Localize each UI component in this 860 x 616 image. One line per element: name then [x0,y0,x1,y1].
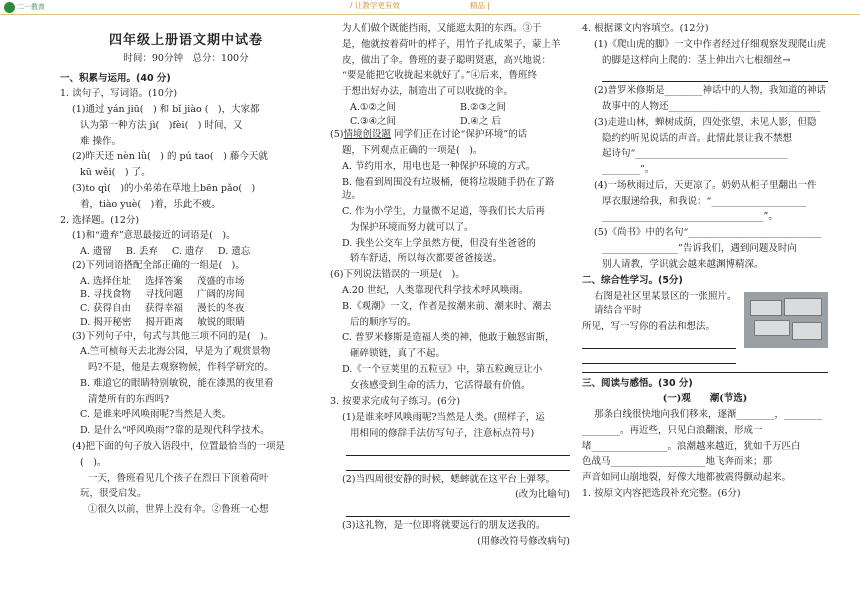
option: A. 遗留 [80,246,112,258]
site-logo: 二一教育 [4,1,62,14]
q4-3-c: 起诗句“________________________________ [602,148,788,160]
reading-line: ________。再近些，只见白浪翻滚，形成一 [582,424,763,436]
section-one-heading: 一、积累与运用。(40 分) [60,72,171,84]
q3-2: (2)当四周很安静的时候，蟋蟀就在这平台上弹琴。 [342,473,555,485]
q1-3-line-a: (3)to qì( )的小弟弟在草地上bēn pǎo( ) [72,182,256,194]
option: 漫长的冬夜 [197,303,245,315]
passage-line: 于想出好办法，制造出了可以收拢的伞。 [342,86,514,98]
header-quality: 精品 | [470,1,490,10]
q4-4-b: 厚衣服递给我，和我说：“____________________ [602,195,807,207]
option: C. 获得自由 [80,303,131,315]
q1-1-line-c: 难 操作。 [80,135,122,147]
q4-2-b: 故事中的人物还________________________________ [602,101,821,113]
question-4: 4. 根据课文内容填空。(12分) [582,23,709,34]
q4-3-b: 隐约约听见说话的声音。此情此景让我不禁想 [602,132,793,144]
option: 选择答案 [144,275,183,287]
q2-6-b-2: 后的顺序写的。 [350,316,417,328]
column-left [60,22,312,519]
q4-1-a: (1)《爬山虎的脚》一文中作者经过仔细观察发现爬山虎 [594,38,826,50]
question-2: 2. 选择题。(12分) [60,214,140,226]
q4-5-c: 别人请教，学识就会越来越渊博精深。 [602,258,764,270]
q3-1-a: (1)是谁来呼风唤雨呢?当然是人类。(照样子，运 [342,412,545,424]
q2-5-c-opt-2: 为保护环境而努力就可以了。 [350,221,474,233]
option: 寻找问题 [145,289,184,301]
passage-line: “要是能把它收拢起来就好了。”④后来，鲁班终 [342,70,537,82]
q2-4-b: ( )。 [80,456,107,468]
q-text: 同学们正在讨论“保护环境”的话 [390,129,528,141]
option: B. 寻找食物 [80,289,132,301]
q2-5-a-opt: A. 节约用水，用电也是一种保护环境的方式。 [342,160,536,172]
passage-line: 为人们做个既能挡雨，又能遮太阳的东西。③于 [342,23,542,34]
option: C.③④之间 [350,115,396,127]
q2-5-b-opt: B. 他看到周围没有垃圾桶，便将垃圾随手扔在了路边。 [342,176,555,202]
q4-2-a: (2)普罗米修斯是________神话中的人物，我知道的神话 [594,85,826,97]
scenic-photo [744,292,828,348]
reading-line: 堵________________。浪潮越来越近，犹如千万匹白 [582,440,801,452]
q2-1-options [60,245,312,259]
option: D.④之 后 [460,115,501,127]
passage-line: 是，他就按着荷叶的样子，用竹子扎成架子，蒙上羊 [342,38,561,50]
q2-4-c: 一天，鲁班看见几个孩子在烈日下顶着荷叶 [88,472,269,484]
q2-4-e: ①很久以前，世界上没有伞。②鲁班一心想 [88,504,269,516]
passage-line: 皮，做出了伞。鲁班的妻子聪明贤惠，高兴地说： [342,54,552,66]
reading-title: (一)观 潮(节选) [662,393,748,405]
q2-4-a: (4)把下面的句子放入语段中，位置最恰当的一项是 [72,440,285,452]
q2-2-option-c [60,302,312,316]
question-1: 1. 读句子，写词语。(10分) [60,88,178,100]
q2-5-a [330,128,570,142]
q4-4-a: (4)一场秋雨过后，天更凉了。奶奶从柜子里翻出一件 [594,179,817,191]
s2-line-a: 右图是社区里某景区的一张照片。请结合平时 [594,291,737,317]
q2-3-c: C. 是谁来呼风唤雨呢?当然是人类。 [80,409,232,421]
q1-1-line-a: (1)通过 yán jiū( ) 和 bǐ jiào ( )，大家都 [72,104,260,116]
column-middle [330,22,570,551]
option: D. 揭开秘密 [80,316,132,328]
q4-1-b: 的脚是这样向上爬的：茎上伸出六七根细丝→ [602,54,791,66]
q-number: (5) [330,129,344,141]
header-rule [0,14,860,15]
q2-3-b-1: B. 难道它的眼睛特别敏锐，能在漆黑的夜里看 [80,377,274,389]
scenario-tag: 情境创设题 [343,129,391,141]
answer-line[interactable] [346,504,570,517]
q2-3-a-1: A.竺可桢每天去北海公园，早是为了观赏景物 [80,346,271,358]
q3-3-req: (用修改符号修改病句) [477,535,570,547]
option: 获得幸福 [144,303,183,315]
q3-1-b: 用相同的修辞手法仿写句子，注意标点符号) [350,427,535,439]
question-3: 3. 按要求完成句子练习。(6分) [330,396,461,408]
q2-6-b-1: B.《观潮》一文，作者是按潮来前、潮来时、潮去 [342,300,552,312]
answer-line[interactable] [346,443,570,456]
q1-2-line-b: kū wěi( ) 了。 [80,167,151,179]
q1-3-line-b: 着，tiào yuè( )着，乐此不疲。 [80,198,221,210]
answer-line[interactable] [582,336,736,349]
option: B.②③之间 [460,101,507,113]
reading-question-1: 1. 按原文内容把选段补充完整。(6分) [582,487,741,499]
q2-2: (2)下列词语搭配全部正确的一组是( )。 [72,259,245,271]
q4-4-c: __________________________________”。 [602,211,778,223]
q2-3-a-2: 吗?不是，他是去观察物候，作科学研究的。 [88,362,274,374]
q2-5-d-opt-1: D. 我坐公交车上学虽然方便，但没有坐爸爸的 [342,237,536,249]
answer-line[interactable] [582,351,736,364]
option: D. 遗忘 [217,246,251,258]
page-header [0,0,860,16]
option: A.①②之间 [350,101,396,113]
q2-3: (3)下列句子中，句式与其他三项不同的是( )。 [72,330,274,342]
q1-2-line-a: (2)昨天还 nèn lǜ( ) 的 pú tao( ) 藤今天就 [72,151,268,163]
q2-4-d: 玩，很受启发。 [80,488,147,500]
answer-line[interactable] [346,458,570,471]
reading-line: 声音如同山崩地裂，好像大地都被震得颤动起来。 [582,472,792,484]
q2-6-a: A.20 世纪，人类靠现代科学技术呼风唤雨。 [342,285,529,297]
q4-5-a: (5)《尚书》中的名句“____________________________ [594,227,822,239]
education-logo-icon [4,2,15,13]
reading-line: 那条白线很快地向我们移来，逐渐________，________ [594,409,823,421]
answer-line[interactable] [602,69,828,82]
header-slogan: / 让教学更有效 [350,1,400,10]
q2-6-c-2: 砸碎锁链，真了不起。 [350,348,446,360]
q2-5-d-opt-2: 轿车舒适，所以每次都要爸爸接送。 [350,253,503,265]
q2-6-d-2: 女孩感受到生命的活力，它活得最有价值。 [350,379,531,391]
q2-6-c-1: C. 普罗米修斯是造福人类的神，他敢于触怒宙斯， [342,332,555,344]
section-three-heading: 三、阅读与感悟。(30 分) [582,377,693,389]
s2-line-b: 所见，写一写你的看法和想法。 [582,320,716,332]
option: B. 丢弃 [125,246,158,258]
q1-1-line-b: 认为第一种方法 jì( )fèi( ) 时间，又 [80,119,243,131]
q4-3-d: ________”。 [602,164,655,176]
q2-6: (6)下列说法错误的一项是( )。 [330,269,465,281]
option: 广阔的房间 [197,289,245,301]
section-two-heading: 二、综合性学习。(5分) [582,275,683,287]
q2-6-d-1: D.《一个豆荚里的五粒豆》中，第五粒豌豆让小 [342,363,543,375]
q3-2-req: (改为比喻句) [515,489,570,501]
q2-2-option-b [60,288,312,302]
option: 茂盛的市场 [196,275,245,287]
q2-3-b-2: 清楚所有的东西吗? [88,393,170,405]
option: 敏锐的眼睛 [197,316,245,328]
option: A. 选择住址 [80,275,131,287]
q4-3-a: (3)走进山林，蝉树成荫，四处张望，未见人影，但隐 [594,116,817,128]
q4-5-b: ________________”告诉我们，遇到问题及时向 [602,242,797,254]
q2-1: (1)和“遗弃”意思最接近的词语是( )。 [72,230,236,242]
reading-line: 色战马____________________地飞奔而来；那 [582,456,773,468]
column-right [582,22,828,503]
exam-title: 四年级上册语文期中试卷 [108,33,263,48]
option: C. 遗存 [171,246,204,258]
q2-2-option-d [60,316,312,330]
q2-5-b: 题，下列观点正确的一项是( )。 [342,145,483,157]
q2-4-options [330,101,570,129]
q2-5-c-opt-1: C. 作为小学生，力量微不足道，等我们长大后再 [342,206,545,218]
option: 揭开距离 [145,316,184,328]
q2-2-option-a [60,275,312,289]
q2-3-d: D. 是什么“呼风唤雨”?靠的是现代科学技术。 [80,425,270,437]
q3-3: (3)这礼物，是一位即将就要远行的朋友送我的。 [342,520,546,532]
exam-meta: 时间：90分钟 总分：100分 [123,52,249,64]
divider [582,372,828,373]
